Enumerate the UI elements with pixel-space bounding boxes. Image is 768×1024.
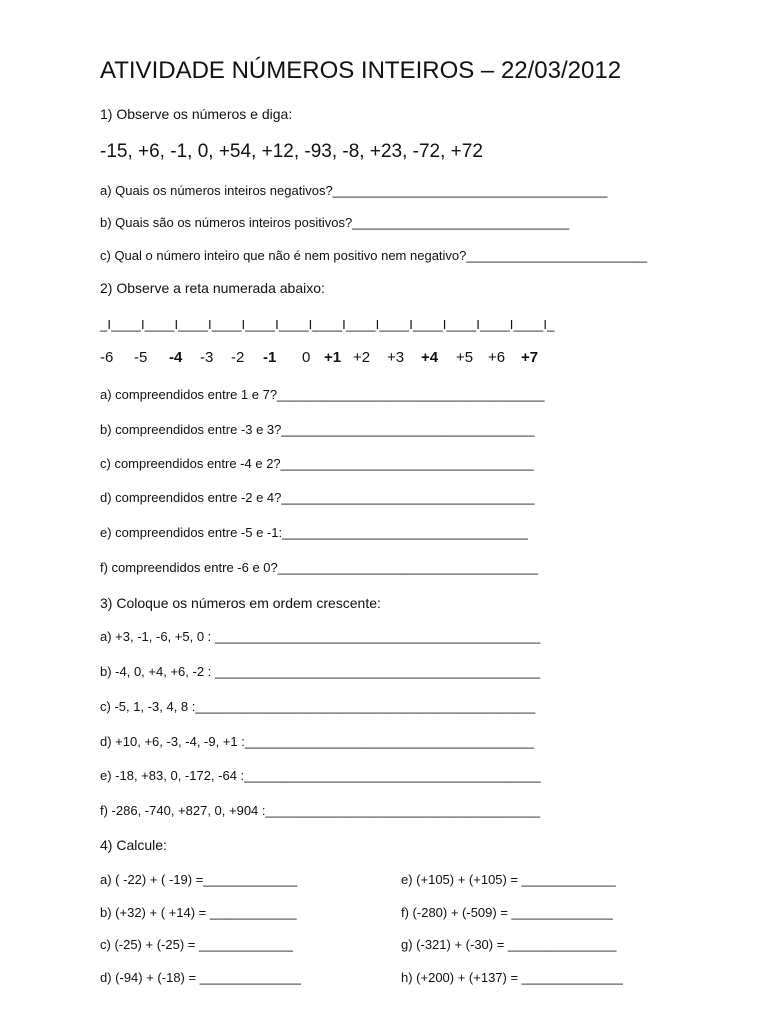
question-4h: h) (+200) + (+137) = ______________ bbox=[401, 970, 623, 985]
number-line-label: -6 bbox=[100, 349, 114, 366]
section-1-heading: 1) Observe os números e diga: bbox=[100, 106, 293, 122]
question-2d: d) compreendidos entre -2 e 4?___________________________________ bbox=[100, 490, 535, 505]
number-line-label: +6 bbox=[488, 349, 506, 366]
number-line-label: +4 bbox=[421, 349, 439, 366]
section-3-heading: 3) Coloque os números em ordem crescente: bbox=[100, 595, 381, 611]
question-4f: f) (-280) + (-509) = ______________ bbox=[401, 905, 613, 920]
number-line-label: -1 bbox=[263, 349, 277, 366]
question-1c: c) Qual o número inteiro que não é nem positivo nem negativo?_________________________ bbox=[100, 248, 648, 263]
question-4e: e) (+105) + (+105) = _____________ bbox=[401, 872, 616, 887]
question-3e: e) -18, +83, 0, -172, -64 :_________________________________________ bbox=[100, 768, 541, 783]
number-line-label: -2 bbox=[231, 349, 245, 366]
section-2-heading: 2) Observe a reta numerada abaixo: bbox=[100, 280, 325, 296]
question-3a: a) +3, -1, -6, +5, 0 : _____________________________________________ bbox=[100, 629, 541, 644]
question-4d: d) (-94) + (-18) = ______________ bbox=[100, 970, 301, 985]
number-line-label: +3 bbox=[387, 349, 405, 366]
number-line-label: -5 bbox=[134, 349, 148, 366]
number-line-label: 0 bbox=[302, 349, 311, 366]
question-3b: b) -4, 0, +4, +6, -2 : _____________________________________________ bbox=[100, 664, 541, 679]
question-3f: f) -286, -740, +827, 0, +904 :______________________________________ bbox=[100, 803, 541, 818]
number-line-ruler: _I____I____I____I____I____I____I____I____I____I____I____I____I____I_ bbox=[100, 317, 555, 332]
question-4b: b) (+32) + ( +14) = ____________ bbox=[100, 905, 297, 920]
number-line-label: +7 bbox=[521, 349, 539, 366]
question-3d: d) +10, +6, -3, -4, -9, +1 :________________________________________ bbox=[100, 734, 535, 749]
number-line-label: +5 bbox=[456, 349, 474, 366]
question-2b: b) compreendidos entre -3 e 3?___________________________________ bbox=[100, 422, 535, 437]
number-line-label: +1 bbox=[324, 349, 342, 366]
number-line-label: +2 bbox=[353, 349, 371, 366]
number-line-label: -4 bbox=[169, 349, 183, 366]
section-4-heading: 4) Calcule: bbox=[100, 837, 167, 853]
question-2c: c) compreendidos entre -4 e 2?___________________________________ bbox=[100, 456, 534, 471]
question-4g: g) (-321) + (-30) = _______________ bbox=[401, 937, 617, 952]
number-line-label: -3 bbox=[200, 349, 214, 366]
page-title: ATIVIDADE NÚMEROS INTEIROS – 22/03/2012 bbox=[100, 57, 622, 84]
question-3c: c) -5, 1, -3, 4, 8 :_______________________________________________ bbox=[100, 699, 536, 714]
question-1b: b) Quais são os números inteiros positivos?______________________________ bbox=[100, 215, 570, 230]
number-list: -15, +6, -1, 0, +54, +12, -93, -8, +23, -72, +72 bbox=[100, 141, 483, 162]
question-2e: e) compreendidos entre -5 e -1:__________________________________ bbox=[100, 525, 528, 540]
question-4a: a) ( -22) + ( -19) =_____________ bbox=[100, 872, 298, 887]
question-1a: a) Quais os números inteiros negativos?______________________________________ bbox=[100, 183, 608, 198]
question-2f: f) compreendidos entre -6 e 0?____________________________________ bbox=[100, 560, 539, 575]
question-2a: a) compreendidos entre 1 e 7?_____________________________________ bbox=[100, 387, 545, 402]
question-4c: c) (-25) + (-25) = _____________ bbox=[100, 937, 293, 952]
